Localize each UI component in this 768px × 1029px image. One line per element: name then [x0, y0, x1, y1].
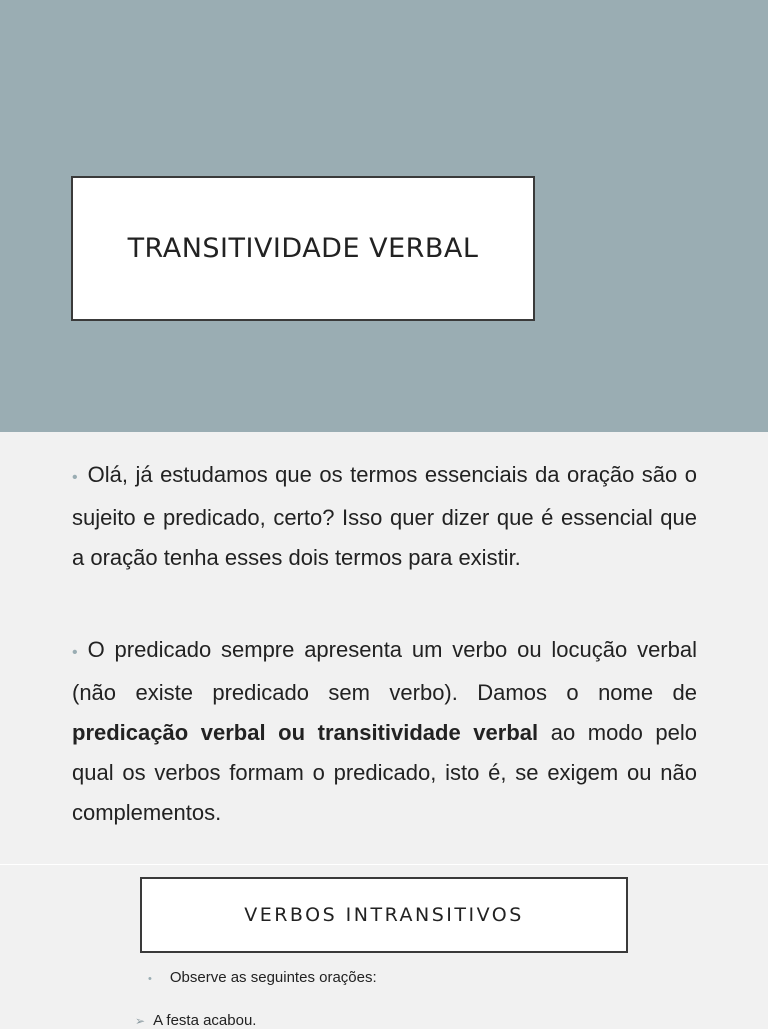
slide-title-header — [0, 0, 768, 432]
bullet-dot-icon: • — [72, 469, 78, 486]
arrow-bullet-icon: ➢ — [135, 1014, 146, 1028]
bullet-line — [148, 969, 377, 986]
bullet-dot-icon: • — [148, 973, 152, 985]
subtitle-box — [140, 877, 628, 953]
paragraph-definition-bold-term: predicação verbal ou transitividade verbal — [72, 720, 539, 745]
bullet-line-text: Observe as seguintes orações: — [169, 969, 377, 986]
paragraph-definition — [72, 630, 697, 833]
slide-body — [0, 432, 768, 864]
paragraph-definition-text-end: ao modo pelo qual os verbos formam o predicado, isto é, se exigem ou não complementos. — [72, 720, 697, 825]
paragraph-intro-text: Olá, já estudamos que os termos essenciais da oração são o sujeito e predicado, certo? Isso quer dizer que é essencial que a oração tenha esses dois termos para existir. — [72, 462, 697, 570]
slide-title: TRANSITIVIDADE VERBAL — [127, 233, 479, 264]
example-text: A festa acabou. — [153, 1012, 257, 1029]
slide-verbos-intransitivos — [0, 865, 768, 1029]
slide-subtitle: VERBOS INTRANSITIVOS — [244, 904, 524, 926]
title-box — [71, 176, 535, 321]
bullet-dot-icon: • — [72, 644, 78, 661]
example-line — [135, 1012, 256, 1029]
paragraph-intro — [72, 455, 697, 578]
paragraph-definition-text-start: O predicado sempre apresenta um verbo ou locução verbal (não existe predicado sem verbo). Damos o nome de — [72, 637, 697, 705]
